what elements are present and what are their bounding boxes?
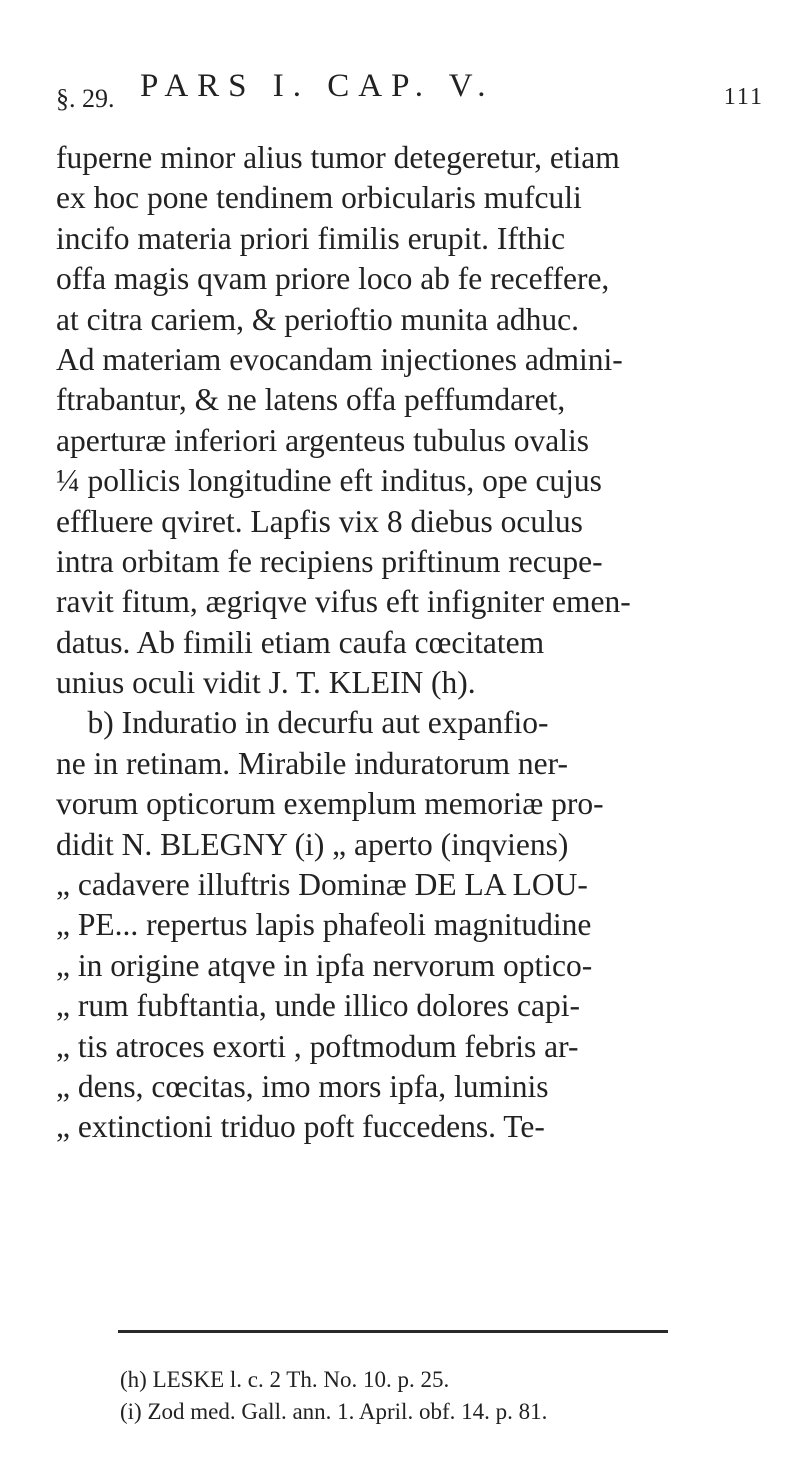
text-line: „ tis atroces exorti , poftmodum febris ar- <box>56 1028 579 1064</box>
running-header <box>56 68 768 118</box>
footnote-h: (h) LESKE l. c. 2 Th. No. 10. p. 25. <box>120 1367 450 1392</box>
text-line: ravit fitum, ægriqve vifus eft infigniter emen- <box>56 584 631 620</box>
text-line: at citra cariem, & perioftio munita adhuc. <box>56 301 580 337</box>
page-number: 111 <box>723 84 764 110</box>
text-line: fuperne minor alius tumor detegeretur, etiam <box>56 140 620 175</box>
text-line: Ad materiam evocandam injectiones admini- <box>56 341 623 377</box>
text-line: „ extinctioni triduo poft fuccedens. Te- <box>56 1109 545 1145</box>
section-number: §. 29. <box>56 84 115 113</box>
text-line: „ dens, cœcitas, imo mors ipfa, luminis <box>56 1068 549 1104</box>
footnote-i: (i) Zod med. Gall. ann. 1. April. obf. 14. p. 81. <box>120 1399 548 1424</box>
text-line: datus. Ab fimili etiam caufa cœcitatem <box>56 624 545 660</box>
text-line: „ rum fubftantia, unde illico dolores capi- <box>56 988 580 1024</box>
text-line: b) Induratio in decurfu aut expanfio- <box>56 705 549 741</box>
text-line: effluere qviret. Lapfis vix 8 diebus oculus <box>56 503 583 539</box>
text-line: unius oculi vidit J. T. KLEIN (h). <box>56 665 476 701</box>
text-line: „ PE... repertus lapis phafeoli magnitudine <box>56 907 592 943</box>
text-line: offa magis qvam priore loco ab fe receffere, <box>56 261 610 297</box>
footnote-rule <box>118 1330 668 1333</box>
text-line: vorum opticorum exemplum memoriæ pro- <box>56 786 604 822</box>
text-line: aperturæ inferiori argenteus tubulus ovalis <box>56 422 590 458</box>
body-text <box>56 138 776 1148</box>
text-line: ex hoc pone tendinem orbicularis mufculi <box>56 180 582 216</box>
text-line: „ cadavere illuftris Dominæ DE LA LOU- <box>56 867 588 903</box>
text-line: ne in retinam. Mirabile induratorum ner- <box>56 745 568 781</box>
text-line: ftrabantur, & ne latens offa peffumdaret, <box>56 382 566 418</box>
text-line: didit N. BLEGNY (i) „ aperto (inqviens) <box>56 826 569 862</box>
text-line: „ in origine atqve in ipfa nervorum optico- <box>56 947 593 983</box>
text-line: ¼ pollicis longitudine eft inditus, ope cujus <box>56 463 602 499</box>
running-title: PARS I. CAP. V. <box>140 68 495 104</box>
footnotes <box>120 1364 760 1428</box>
text-line: intra orbitam fe recipiens priftinum recupe- <box>56 543 603 579</box>
text-line: incifo materia priori fimilis erupit. Ifthic <box>56 220 566 256</box>
